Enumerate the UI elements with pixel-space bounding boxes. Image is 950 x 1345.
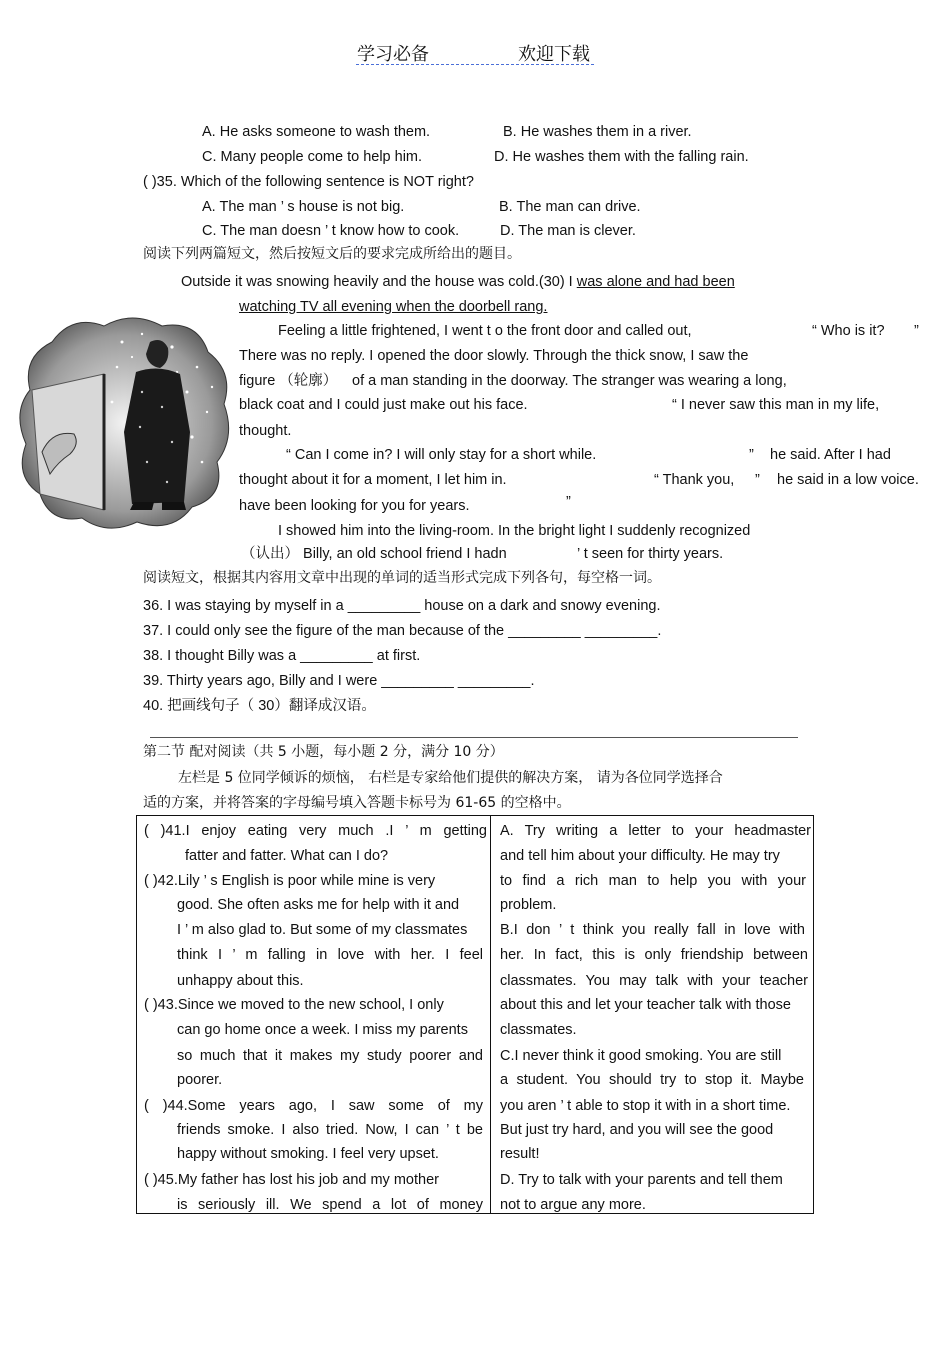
solution-a-line-4: problem.: [500, 897, 557, 913]
header-underline: [356, 64, 594, 65]
problem-42-line-3: I ’ m also glad to. But some of my classmates: [177, 922, 468, 938]
passage-line-11: I showed him into the living-room. In the bright light I suddenly recognized: [278, 523, 751, 539]
passage-line-3: Feeling a little frightened, I went t o the front door and called out,: [278, 323, 692, 339]
solution-b-line-1: B.I don ’ t think you really fall in love with: [500, 922, 805, 938]
matching-table: [136, 815, 814, 1214]
solution-c-line-4: But just try hard, and you will see the good: [500, 1122, 774, 1138]
q34-option-b: B. He washes them in a river.: [503, 124, 692, 140]
problem-41-line-1: ( )41.I enjoy eating very much .I ’ m getting: [144, 823, 487, 839]
solution-c-line-1: C.I never think it good smoking. You are still: [500, 1048, 782, 1064]
q35-stem: ( )35. Which of the following sentence is NOT right?: [143, 174, 474, 190]
solution-c-line-3: you aren ’ t able to stop it with in a short time.: [500, 1098, 791, 1114]
problems-column: [137, 816, 491, 1214]
question-39: 39. Thirty years ago, Billy and I were _________ _________.: [143, 673, 535, 689]
solution-a-line-1: A. Try writing a letter to your headmaster: [500, 823, 811, 839]
solution-b-line-3: classmates. You may talk with your teacher: [500, 973, 808, 989]
problem-43-line-3: so much that it makes my study poorer and: [177, 1048, 483, 1064]
problem-42-line-5: unhappy about this.: [177, 973, 304, 989]
passage-line-4: There was no reply. I opened the door slowly. Through the thick snow, I saw the: [239, 348, 749, 364]
passage-quote-who: “ Who is it?: [812, 323, 885, 339]
solution-b-line-2: her. In fact, this is only friendship between: [500, 947, 808, 963]
section2-intro-2: 适的方案，并将答案的字母编号填入答题卡标号为 61-65 的空格中。: [143, 795, 571, 811]
passage-line-1-text: Outside it was snowing heavily and the house was cold.(30) I: [181, 274, 577, 290]
passage-line-5b: of a man standing in the doorway. The stranger was wearing a long,: [352, 373, 787, 389]
question-38: 38. I thought Billy was a _________ at first.: [143, 648, 421, 664]
passage-line-5a: figure （轮廓）: [239, 373, 338, 389]
problem-42-line-2: good. She often asks me for help with it and: [177, 897, 460, 913]
problem-44-line-3: happy without smoking. I feel very upset.: [177, 1146, 439, 1162]
passage-line-6b: “ I never saw this man in my life,: [672, 397, 880, 413]
passage-line-1: [181, 273, 735, 291]
passage-line-6a: black coat and I could just make out his face.: [239, 397, 528, 413]
problem-43-line-1: ( )43.Since we moved to the new school, I only: [144, 997, 444, 1013]
solution-d-line-2: not to argue any more.: [500, 1197, 646, 1213]
section2-intro-1: 左栏是 5 位同学倾诉的烦恼， 右栏是专家给他们提供的解决方案， 请为各位同学选择合: [178, 770, 723, 786]
question-36: 36. I was staying by myself in a _________ house on a dark and snowy evening.: [143, 598, 661, 614]
q35-option-b: B. The man can drive.: [499, 199, 641, 215]
solution-d-line-1: D. Try to talk with your parents and tell them: [500, 1172, 783, 1188]
solution-b-line-5: classmates.: [500, 1022, 577, 1038]
passage-line-9b: “ Thank you,: [654, 472, 735, 488]
solution-a-line-2: and tell him about your difficulty. He may try: [500, 848, 780, 864]
passage-line-9c: ”: [755, 472, 760, 488]
q35-option-d: D. The man is clever.: [500, 223, 636, 239]
underlined-sentence-30-part-1: was alone and had been: [576, 274, 735, 290]
q34-option-a: A. He asks someone to wash them.: [202, 124, 431, 140]
passage-line-9a: thought about it for a moment, I let him in.: [239, 472, 507, 488]
passage-line-8c: he said. After I had: [770, 447, 891, 463]
passage-line-12a: （认出） Billy, an old school friend I hadn: [241, 546, 507, 562]
problem-44-line-2: friends smoke. I also tried. Now, I can ’ t be: [177, 1122, 483, 1138]
question-37: 37. I could only see the figure of the man because of the _________ _________.: [143, 623, 662, 639]
q34-option-c: C. Many people come to help him.: [202, 149, 423, 165]
passage-line-8b: ”: [749, 447, 754, 463]
solution-c-line-2: a student. You should try to stop it. Maybe: [500, 1072, 804, 1088]
question-40: 40. 把画线句子（ 30）翻译成汉语。: [143, 698, 376, 714]
stranger-in-doorway-illustration: [12, 312, 234, 532]
answer-line: [150, 737, 798, 738]
problem-43-line-2: can go home once a week. I miss my parents: [177, 1022, 468, 1038]
problem-43-line-4: poorer.: [177, 1072, 223, 1088]
q34-option-d: D. He washes them with the falling rain.: [494, 149, 749, 165]
solutions-column: [491, 816, 814, 1214]
solution-c-line-5: result!: [500, 1146, 540, 1162]
passage-line-8a: “ Can I come in? I will only stay for a short while.: [286, 447, 597, 463]
solution-a-line-3: to find a rich man to help you with your: [500, 873, 806, 889]
header-right: 欢迎下载: [518, 44, 590, 65]
reading-instruction: 阅读下列两篇短文，然后按短文后的要求完成所给出的题目。: [143, 246, 521, 262]
passage-line-10b: ”: [566, 494, 571, 510]
problem-45-line-2: is seriously ill. We spend a lot of money: [177, 1197, 483, 1213]
passage-line-7: thought.: [239, 423, 292, 439]
passage-line-10a: have been looking for you for years.: [239, 498, 470, 514]
section2-title: 第二节 配对阅读（共 5 小题，每小题 2 分，满分 10 分）: [143, 744, 504, 760]
q35-option-a: A. The man ’ s house is not big.: [202, 199, 405, 215]
passage-line-9d: he said in a low voice.: [777, 472, 919, 488]
passage-quote-close-1: ”: [914, 323, 919, 339]
problem-41-line-2: fatter and fatter. What can I do?: [185, 848, 389, 864]
header-left: 学习必备: [357, 44, 429, 65]
problem-42-line-4: think I ’ m falling in love with her. I feel: [177, 947, 483, 963]
problem-45-line-1: ( )45.My father has lost his job and my mother: [144, 1172, 439, 1188]
problem-44-line-1: ( )44.Some years ago, I saw some of my: [144, 1098, 483, 1114]
problem-42-line-1: ( )42.Lily ’ s English is poor while mine is very: [144, 873, 436, 889]
underlined-sentence-30-part-2: watching TV all evening when the doorbell rang.: [239, 299, 548, 315]
task-instruction: 阅读短文，根据其内容用文章中出现的单词的适当形式完成下列各句，每空格一词。: [143, 570, 661, 586]
q35-option-c: C. The man doesn ’ t know how to cook.: [202, 223, 460, 239]
solution-b-line-4: about this and let your teacher talk with those: [500, 997, 791, 1013]
passage-line-12b: ’ t seen for thirty years.: [577, 546, 724, 562]
